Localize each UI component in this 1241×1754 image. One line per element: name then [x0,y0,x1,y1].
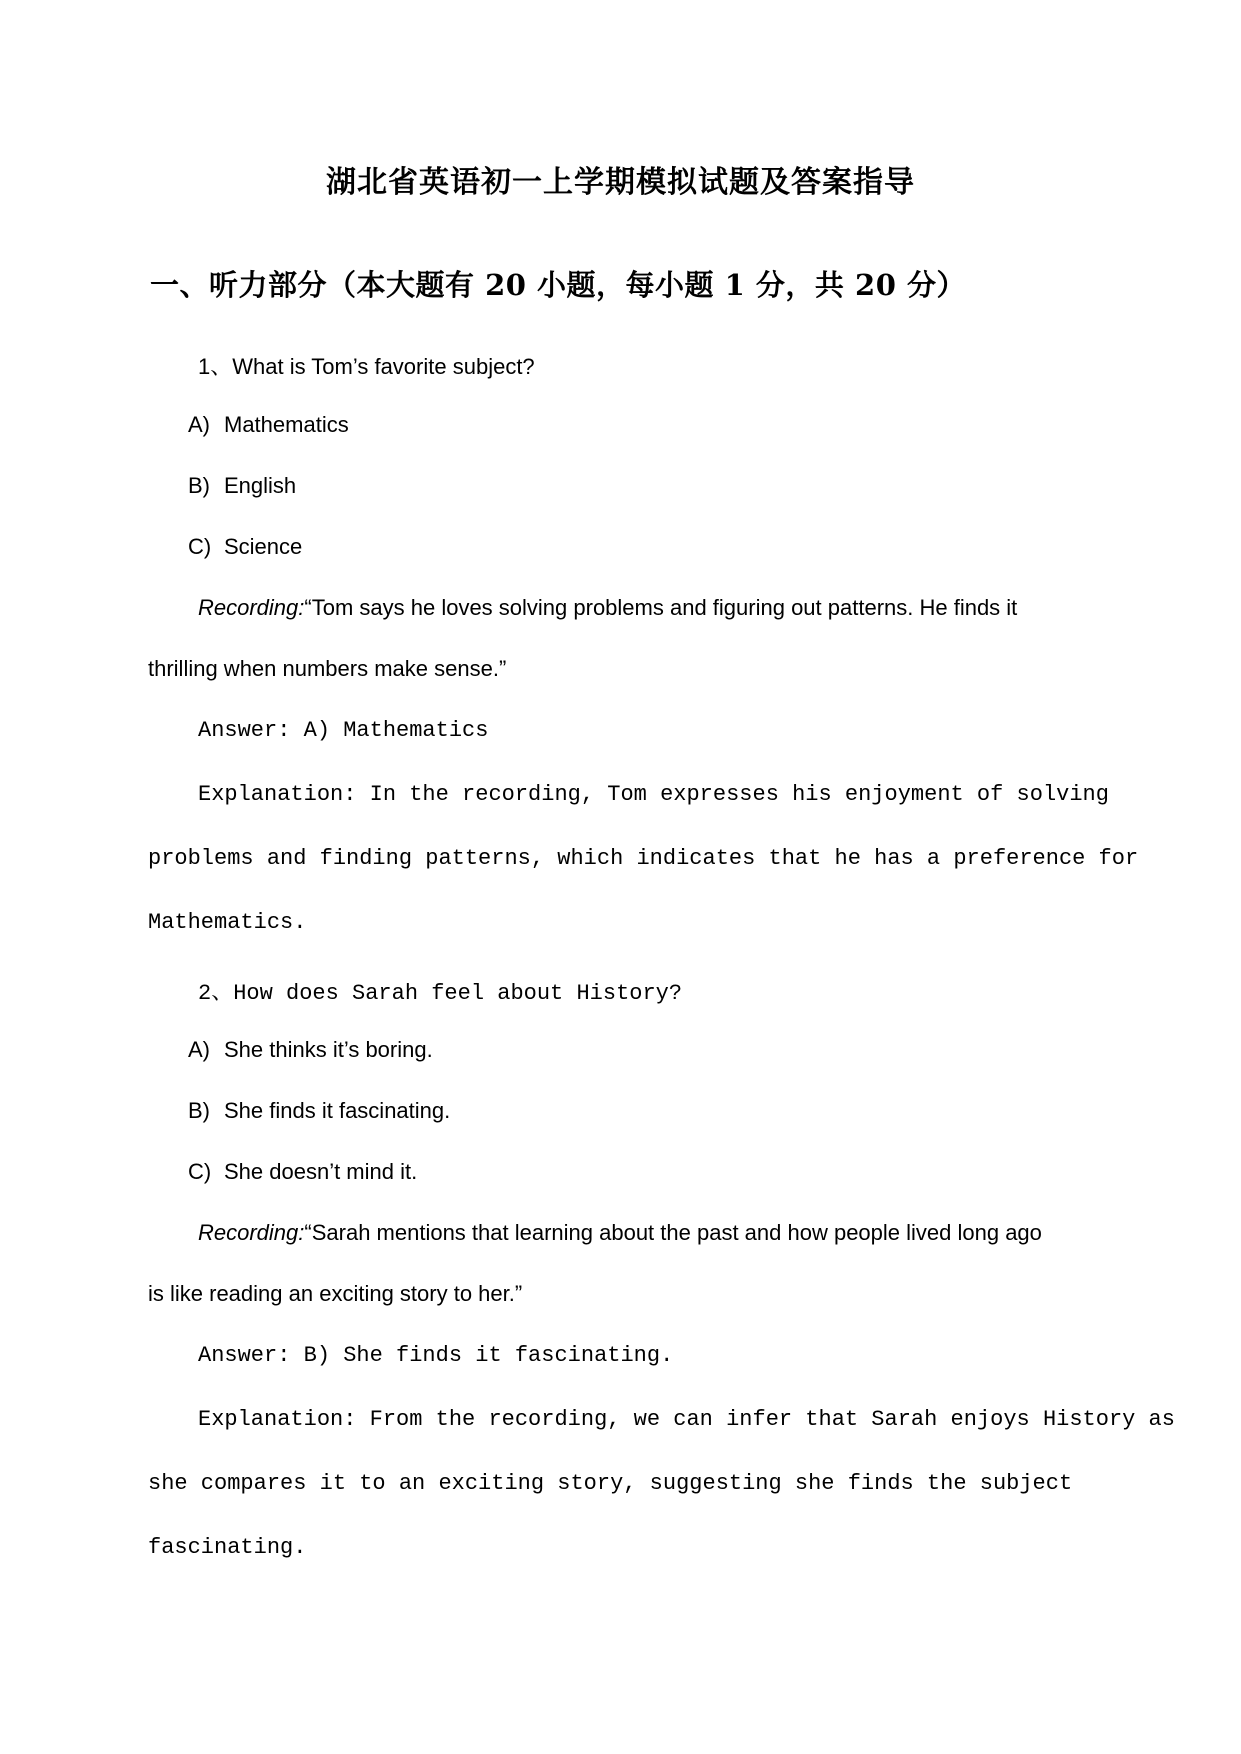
recording-label: Recording: [198,595,305,620]
question-2-option-b [0,1098,1241,1128]
question-2-text: 2、How does Sarah feel about History? [198,981,683,1006]
question-2-option-a [0,1037,1241,1067]
option-text: She doesn’t mind it. [224,1159,418,1184]
option-letter: B) [188,473,210,498]
page-title: 湖北省英语初一上学期模拟试题及答案指导 [326,165,915,200]
question-1-answer: Answer: A) Mathematics [198,718,489,743]
question-1-recording [198,595,1017,621]
question-1-option-b [0,473,1241,503]
question-1-explanation-line-3: Mathematics. [148,910,307,935]
question-1-text: 1、What is Tom’s favorite subject? [198,354,535,379]
option-letter: C) [188,534,212,559]
question-1-option-a [0,412,1241,442]
option-letter: B) [188,1098,210,1123]
option-letter: C) [188,1159,212,1184]
question-1-explanation-line-2: problems and finding patterns, which indicates that he has a preference for [148,846,1139,871]
question-1-recording-cont: thrilling when numbers make sense.” [148,656,507,681]
option-text: Mathematics [224,412,349,437]
option-text: She thinks it’s boring. [224,1037,433,1062]
option-text: She finds it fascinating. [224,1098,451,1123]
option-letter: A) [188,1037,210,1062]
question-1-option-c [0,534,1241,564]
recording-label: Recording: [198,1220,305,1245]
section-heading-listening: 一、听力部分（本大题有 20 小题，每小题 1 分，共 20 分） [150,268,966,302]
question-2-option-c [0,1159,1241,1189]
question-2-explanation-line-2: she compares it to an exciting story, suggesting she finds the subject [148,1471,1073,1496]
option-text: Science [224,534,303,559]
recording-text: “Tom says he loves solving problems and figuring out patterns. He finds it [304,595,1018,620]
question-2-explanation-line-3: fascinating. [148,1535,307,1560]
option-letter: A) [188,412,210,437]
question-2-recording [198,1220,1042,1246]
question-1-explanation-line-1: Explanation: In the recording, Tom expresses his enjoyment of solving [198,782,1109,807]
question-2-explanation-line-1: Explanation: From the recording, we can infer that Sarah enjoys History as [198,1407,1175,1432]
question-2-recording-cont: is like reading an exciting story to her.” [148,1281,523,1306]
option-text: English [224,473,297,498]
question-2-answer: Answer: B) She finds it fascinating. [198,1343,674,1368]
recording-text: “Sarah mentions that learning about the past and how people lived long ago [304,1220,1042,1245]
